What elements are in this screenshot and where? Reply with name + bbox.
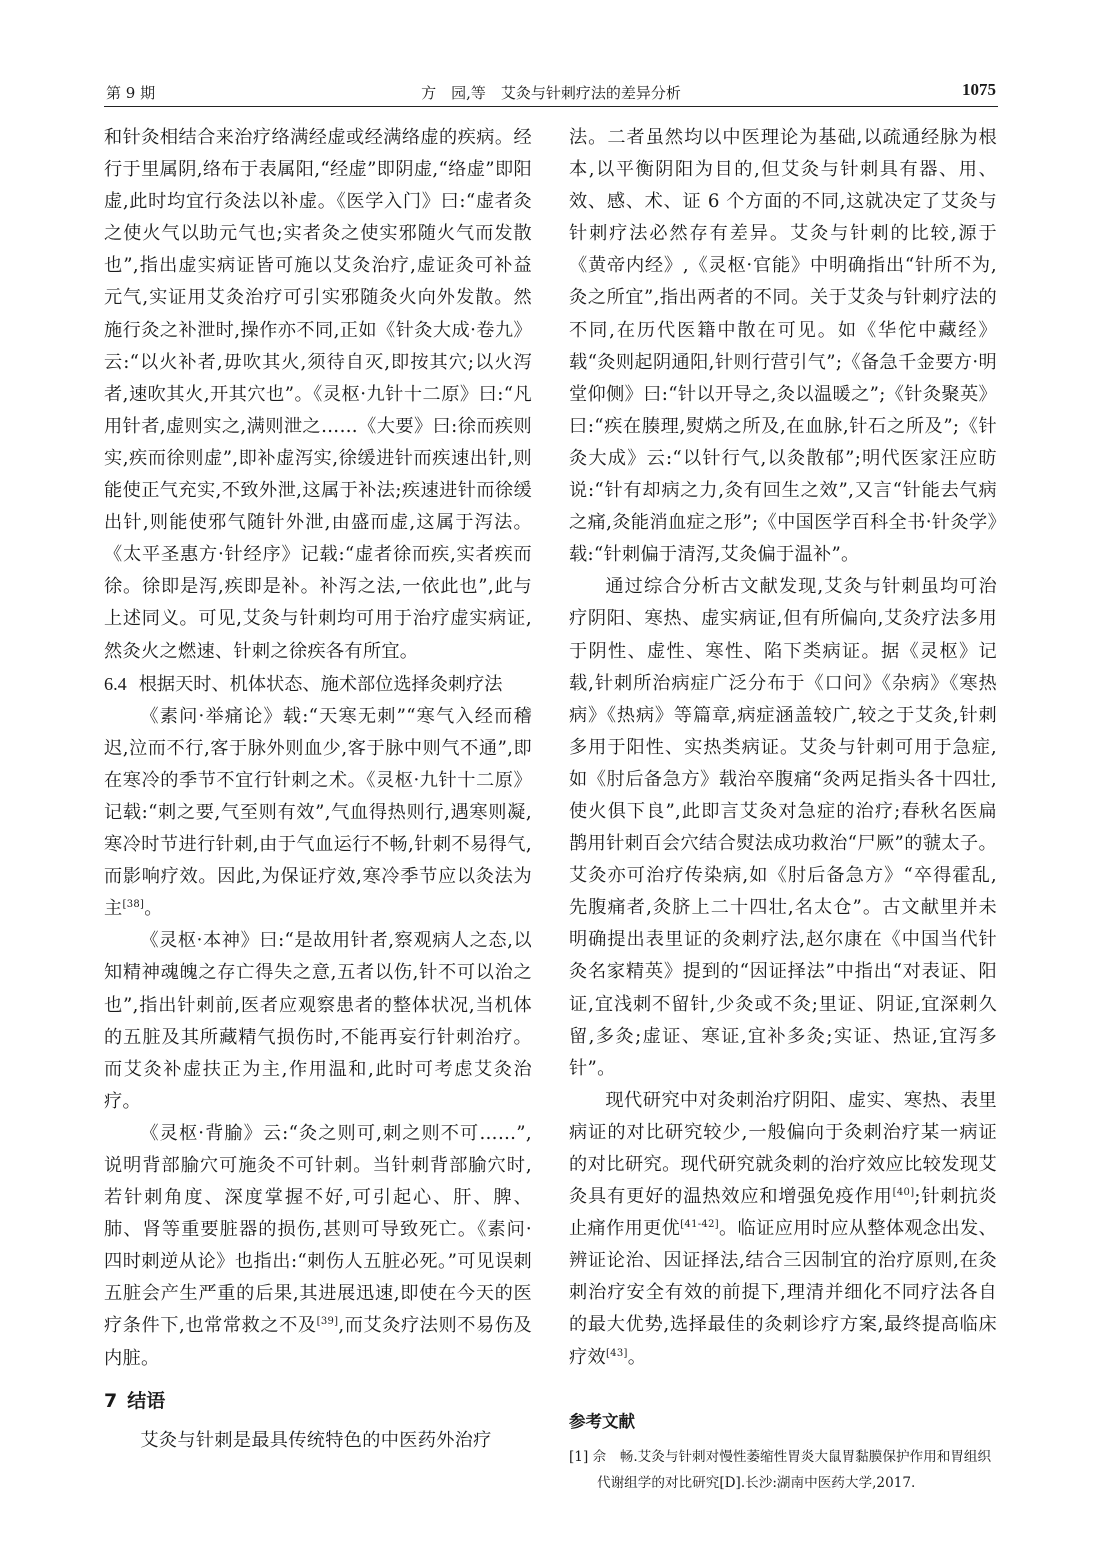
paragraph-text: ;针刺抗炎止痛作用更优 [569,1186,997,1240]
running-header [104,78,998,107]
citation: [38] [122,899,145,911]
paragraph-text: ,而艾灸疗法则不易伤及内脏。 [104,1315,532,1369]
reference-item: [1] 佘 畅.艾灸与针刺对慢性萎缩性胃炎大鼠胃黏膜保护作用和胃组织代谢组学的对比研究[D].长沙:湖南中医药大学,2017. [569,1448,992,1491]
paragraph: 通过综合分析古文献发现,艾灸与针刺虽均可治疗阴阳、寒热、虚实病证,但有所偏向,艾灸疗法多用于阴性、虚性、寒性、陷下类病证。据《灵枢》记载,针刺所治病症广泛分布于《口问》《杂病》《寒热病》《热病》等篇章,病症涵盖较广,较之于艾灸,针刺多用于阳性、实热类病证。艾灸与针刺可用于急症,如《肘后备急方》载治卒腹痛“灸两足指头各十四壮,使火俱下良”,此即言艾灸对急症的治疗;春秋名医扁鹊用针刺百会穴结合熨法成功救治“尸厥”的虢太子。艾灸亦可治疗传染病,如《肘后备急方》“卒得霍乱,先腹痛者,灸脐上二十四壮,名太仓”。古文献里并未明确提出表里证的灸刺疗法,赵尔康在《中国当代针灸名家精英》提到的“因证择法”中指出“对表证、阳证,宜浅刺不留针,少灸或不灸;里证、阴证,宜深刺久留,多灸;虚证、寒证,宜补多灸;实证、热证,宜泻多针”。 [569,576,997,1079]
right-column [569,122,997,1496]
page-number: 1075 [962,80,996,99]
issue-number: 第 9 期 [106,84,156,102]
citation: [40] [892,1187,915,1199]
paragraph-text: 现代研究中对灸刺治疗阴阳、虚实、寒热、表里病证的对比研究较少,一般偏向于灸刺治疗某一病证的对比研究。现代研究就灸刺的治疗效应比较发现艾灸具有更好的温热效应和增强免疫作用 [569,1089,997,1208]
citation: [41-42] [680,1219,719,1231]
paragraph-text: 《灵枢·背腧》云:“灸之则可,刺之则不可……”,说明背部腧穴可施灸不可针刺。当针刺背部腧穴时,若针刺角度、深度掌握不好,可引起心、肝、脾、肺、肾等重要脏器的损伤,甚则可导致死亡。《素问·四时刺逆从论》也指出:“刺伤人五脏必死。”可见误刺五脏会产生严重的后果,其进展迅速,即使在今天的医疗条件下,也常常救之不及 [104,1122,532,1337]
paragraph-text: 。临证应用时应从整体观念出发、辨证论治、因证择法,结合三因制宜的治疗原则,在灸刺治疗安全有效的前提下,理清并细化不同疗法各自的最大优势,选择最佳的灸刺诊疗方案,最终提高临床疗效 [569,1218,997,1368]
citation: [43] [605,1347,628,1359]
subsection-number: 6.4 [104,673,127,694]
left-column [104,122,532,1457]
paragraph: 和针灸相结合来治疗络满经虚或经满络虚的疾病。经行于里属阴,络布于表属阳,“经虚”即阴虚,“络虚”即阳虚,此时均宜行灸法以补虚。《医学入门》曰:“虚者灸之使火气以助元气也;实者灸之使实邪随火气而发散也”,指出虚实病证皆可施以艾灸治疗,虚证灸可补益元气,实证用艾灸治疗可引实邪随灸火向外发散。然施行灸之补泄时,操作亦不同,正如《针灸大成·卷九》云:“以火补者,毋吹其火,须待自灭,即按其穴;以火泻者,速吹其火,开其穴也”。《灵枢·九针十二原》曰:“凡用针者,虚则实之,满则泄之……《大要》曰:徐而疾则实,疾而徐则虚”,即补虚泻实,徐缓进针而疾速出针,则能使正气充实,不致外泄,这属于补法;疾速进针而徐缓出针,则能使邪气随针外泄,由盛而虚,这属于泻法。《太平圣惠方·针经序》记载:“虚者徐而疾,实者疾而徐。徐即是泻,疾即是补。补泻之法,一依此也”,此与上述同义。可见,艾灸与针刺均可用于治疗虚实病证,然灸火之燃速、针刺之徐疾各有所宜。 [104,127,532,662]
subsection-title: 根据天时、机体状态、施术部位选择灸刺疗法 [138,673,503,695]
running-title: 方 园,等 艾灸与针刺疗法的差异分析 [421,84,681,102]
paragraph [569,1085,997,1374]
section-title: 结语 [127,1389,166,1412]
subsection-heading [104,668,532,701]
section-heading [104,1385,532,1417]
paragraph: 法。二者虽然均以中医理论为基础,以疏通经脉为根本,以平衡阴阳为目的,但艾灸与针刺具有器、用、效、感、术、证 6 个方面的不同,这就决定了艾灸与针刺疗法必然存有差异。艾灸与针刺的比较,源于《黄帝内经》,《灵枢·官能》中明确指出“针所不为,灸之所宜”,指出两者的不同。关于艾灸与针刺疗法的不同,在历代医籍中散在可见。如《华佗中藏经》载“灸则起阴通阳,针则行营引气”;《备急千金要方·明堂仰侧》曰:“针以开导之,灸以温暖之”;《针灸聚英》曰:“疾在腠理,熨焫之所及,在血脉,针石之所及”;《针灸大成》云:“以针行气,以灸散郁”;明代医家汪应昉说:“针有却病之力,灸有回生之效”,又言“针能去气病之痛,灸能消血症之形”;《中国医学百科全书·针灸学》载:“针刺偏于清泻,艾灸偏于温补”。 [569,127,997,566]
section-number: 7 [104,1389,118,1412]
paragraph: 《灵枢·本神》曰:“是故用针者,察观病人之态,以知精神魂魄之存亡得失之意,五者以伤,针不可以治之也”,指出针刺前,医者应观察患者的整体状况,当机体的五脏及其所藏精气损伤时,不能再妄行针刺治疗。而艾灸补虚扶正为主,作用温和,此时可考虑艾灸治疗。 [104,930,532,1112]
paragraph-text: 。 [627,1346,647,1368]
paragraph [104,701,532,926]
references-heading: 参考文献 [569,1411,635,1431]
paragraph [104,1118,532,1375]
paragraph: 艾灸与针刺是最具传统特色的中医药外治疗 [140,1429,492,1451]
citation: [39] [316,1316,339,1328]
paragraph-text: 《素问·举痛论》载:“天寒无刺”“寒气入经而稽迟,泣而不行,客于脉外则血少,客于脉中则气不通”,即在寒冷的季节不宜行针刺之术。《灵枢·九针十二原》记载:“刺之要,气至则有效”,气血得热则行,遇寒则凝,寒冷时节进行针刺,由于气血运行不畅,针刺不易得气,而影响疗效。因此,为保证疗效,寒冷季节应以灸法为主 [104,705,532,920]
paragraph-text: 。 [144,898,163,920]
